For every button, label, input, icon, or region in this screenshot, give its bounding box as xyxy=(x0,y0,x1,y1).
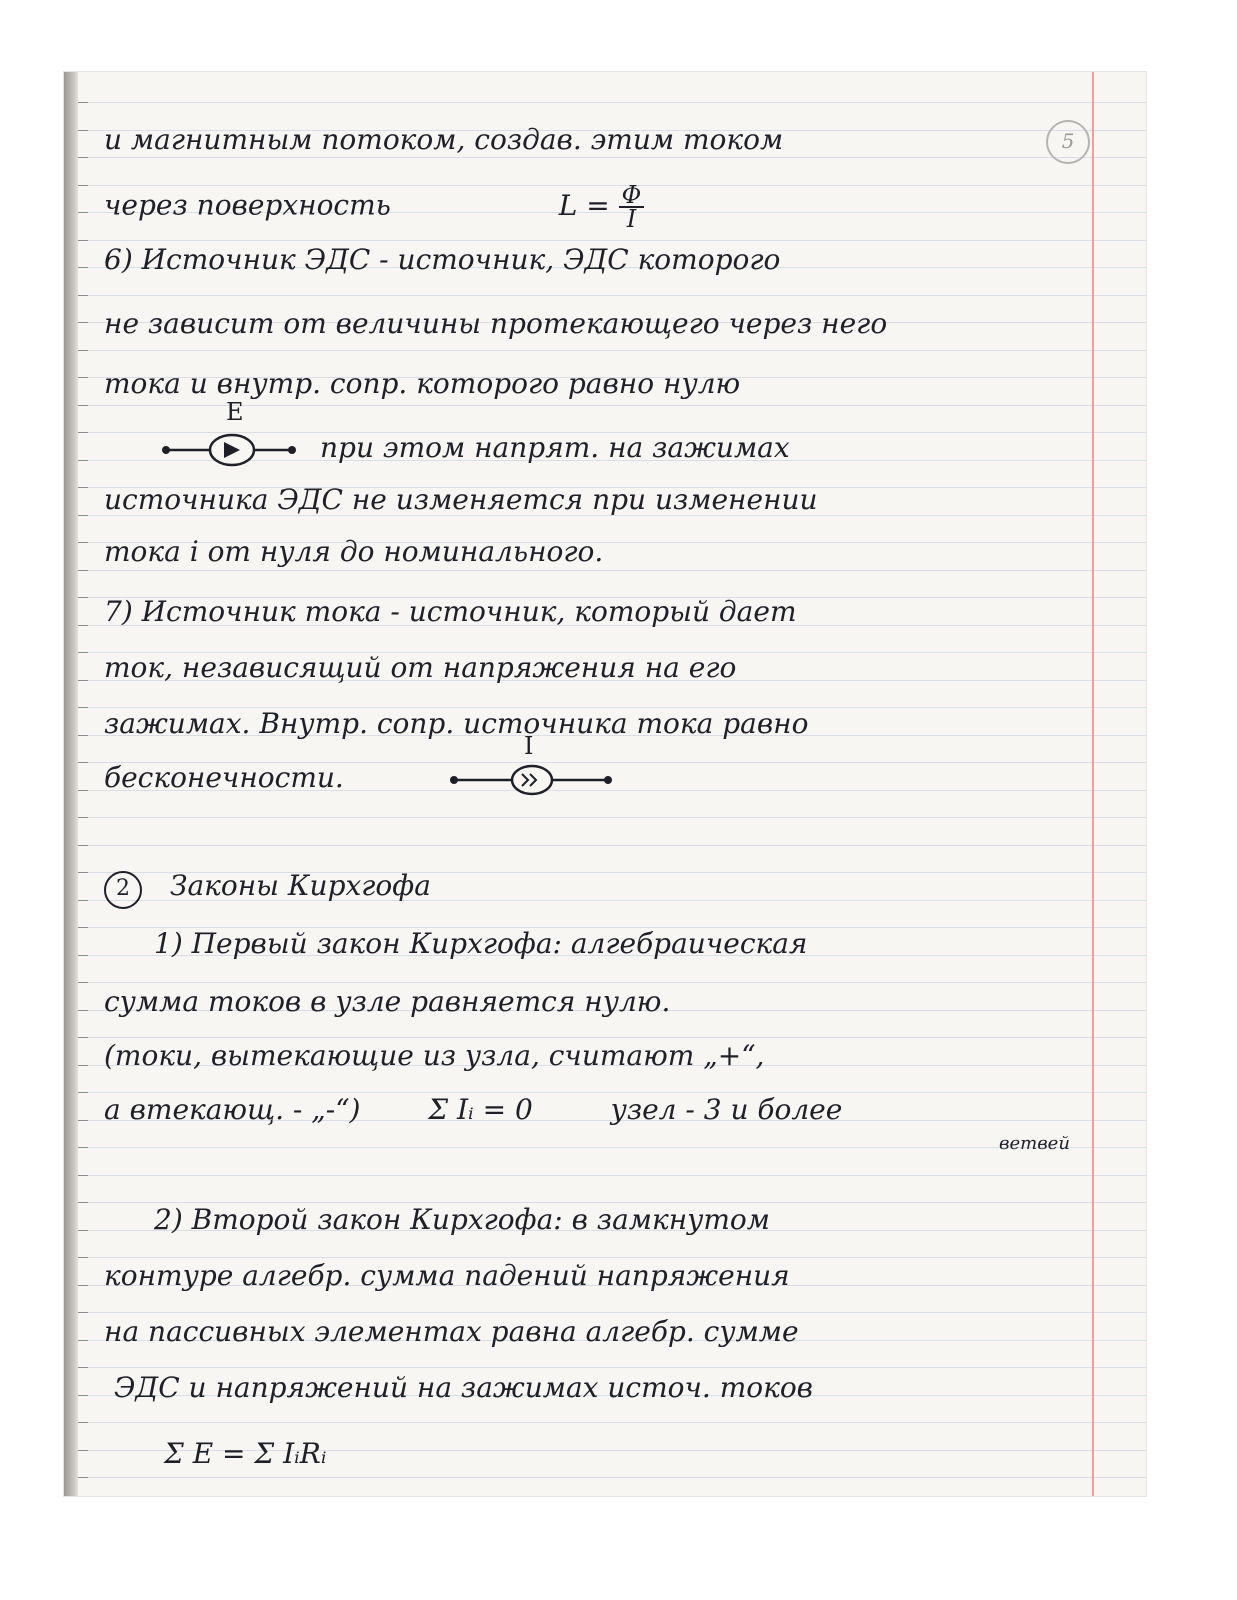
spine-tick xyxy=(78,487,88,488)
spine-tick xyxy=(78,1037,88,1038)
ruling-line xyxy=(78,1422,1146,1423)
spine-tick xyxy=(78,102,88,103)
spine-tick xyxy=(78,1257,88,1258)
spine-tick xyxy=(78,707,88,708)
spine-tick xyxy=(78,1010,88,1011)
spine-tick xyxy=(78,1175,88,1176)
formula-lhs: L = xyxy=(558,188,610,222)
spine-tick xyxy=(78,295,88,296)
text-line xyxy=(104,1090,842,1130)
ruling-line xyxy=(78,295,1146,296)
emf-source-symbol xyxy=(160,402,300,472)
spine-tick xyxy=(78,1092,88,1093)
text-fragment: а втекающ. - „-“) xyxy=(104,1093,361,1126)
text-line: тока и внутр. сопр. которого равно нулю xyxy=(104,367,741,400)
spine-tick xyxy=(78,900,88,901)
spine-tick xyxy=(78,377,88,378)
text-fragment: узел - 3 и более xyxy=(610,1093,843,1126)
spine-tick xyxy=(78,432,88,433)
spine-tick xyxy=(78,652,88,653)
spine-tick xyxy=(78,240,88,241)
spine-tick xyxy=(78,1202,88,1203)
spine-tick xyxy=(78,1367,88,1368)
emf-label: E xyxy=(226,402,244,426)
notebook-spine xyxy=(64,72,78,1496)
spine-tick xyxy=(78,185,88,186)
text-line: 1) Первый закон Кирхгофа: алгебраическая xyxy=(154,927,808,960)
fraction xyxy=(619,181,645,233)
spine-tick xyxy=(78,542,88,543)
spine-tick xyxy=(78,1312,88,1313)
current-label: I xyxy=(524,736,534,760)
text-fragment: через поверхность xyxy=(104,188,391,222)
ruling-line xyxy=(78,102,1146,103)
spine-tick xyxy=(78,982,88,983)
text-line: при этом напрят. на зажимах xyxy=(320,431,790,464)
section-number: 2 xyxy=(104,871,142,909)
spine-tick xyxy=(78,1230,88,1231)
text-line: и магнитным потоком, создав. этим током xyxy=(104,123,784,156)
spine-tick xyxy=(78,570,88,571)
spine-tick xyxy=(78,762,88,763)
spine-tick xyxy=(78,515,88,516)
text-line: контуре алгебр. сумма падений напряжения xyxy=(104,1259,790,1292)
spine-tick xyxy=(78,157,88,158)
spine-tick xyxy=(78,322,88,323)
ruling-line xyxy=(78,845,1146,846)
formula-inductance xyxy=(558,181,645,233)
spine-tick xyxy=(78,212,88,213)
spine-tick xyxy=(78,872,88,873)
ruling-line xyxy=(78,350,1146,351)
spine-tick xyxy=(78,625,88,626)
ruling-line xyxy=(78,1477,1146,1478)
spine-tick xyxy=(78,955,88,956)
text-line xyxy=(104,181,644,233)
spine-tick xyxy=(78,735,88,736)
spine-tick xyxy=(78,1395,88,1396)
spine-tick xyxy=(78,1450,88,1451)
section-title: Законы Кирхгофа xyxy=(170,869,431,902)
spine-tick xyxy=(78,927,88,928)
text-line: 2) Второй закон Кирхгофа: в замкнутом xyxy=(154,1203,770,1236)
fraction-numerator: Φ xyxy=(619,184,645,208)
spine-tick xyxy=(78,790,88,791)
text-line: тока i от нуля до номинального. xyxy=(104,535,604,568)
spine-tick xyxy=(78,1477,88,1478)
spine-tick xyxy=(78,680,88,681)
spine-tick xyxy=(78,1422,88,1423)
text-line: не зависит от величины протекающего через него xyxy=(104,307,888,340)
spine-tick xyxy=(78,1340,88,1341)
spine-tick xyxy=(78,130,88,131)
ruling-line xyxy=(78,1175,1146,1176)
spine-tick xyxy=(78,597,88,598)
spine-tick xyxy=(78,1065,88,1066)
text-line: сумма токов в узле равняется нулю. xyxy=(104,985,671,1018)
text-line: 6) Источник ЭДС - источник, ЭДС которого xyxy=(104,243,781,276)
text-line: на пассивных элементах равна алгебр. сумме xyxy=(104,1315,799,1348)
spine-tick xyxy=(78,1120,88,1121)
text-line: 7) Источник тока - источник, который дает xyxy=(104,595,797,628)
ruling-line xyxy=(78,1147,1146,1148)
spine-tick xyxy=(78,267,88,268)
spine-tick xyxy=(78,845,88,846)
fraction-denominator: I xyxy=(626,205,637,233)
spine-tick xyxy=(78,350,88,351)
text-line: ЭДС и напряжений на зажимах источ. токов xyxy=(114,1371,813,1404)
text-fragment: ветвей xyxy=(999,1133,1070,1154)
red-margin-line xyxy=(1092,72,1094,1496)
text-line: ток, независящий от напряжения на его xyxy=(104,651,737,684)
spine-tick xyxy=(78,1285,88,1286)
notebook-page xyxy=(64,72,1146,1496)
section-heading xyxy=(104,866,431,909)
text-line: (токи, вытекающие из узла, считают „+“, xyxy=(104,1039,765,1072)
spine-tick xyxy=(78,817,88,818)
page-number: 5 xyxy=(1046,120,1090,164)
text-line: зажимах. Внутр. сопр. источника тока равно xyxy=(104,707,809,740)
current-source-symbol xyxy=(448,736,618,800)
spine-tick xyxy=(78,405,88,406)
formula-kvl: Σ E = Σ IᵢRᵢ xyxy=(164,1437,327,1470)
ruling-line xyxy=(78,817,1146,818)
spine-tick xyxy=(78,1147,88,1148)
text-line: бесконечности. xyxy=(104,761,344,794)
formula-kcl: Σ Iᵢ = 0 xyxy=(428,1093,533,1126)
text-line: источника ЭДС не изменяется при изменении xyxy=(104,483,818,516)
spine-tick xyxy=(78,460,88,461)
